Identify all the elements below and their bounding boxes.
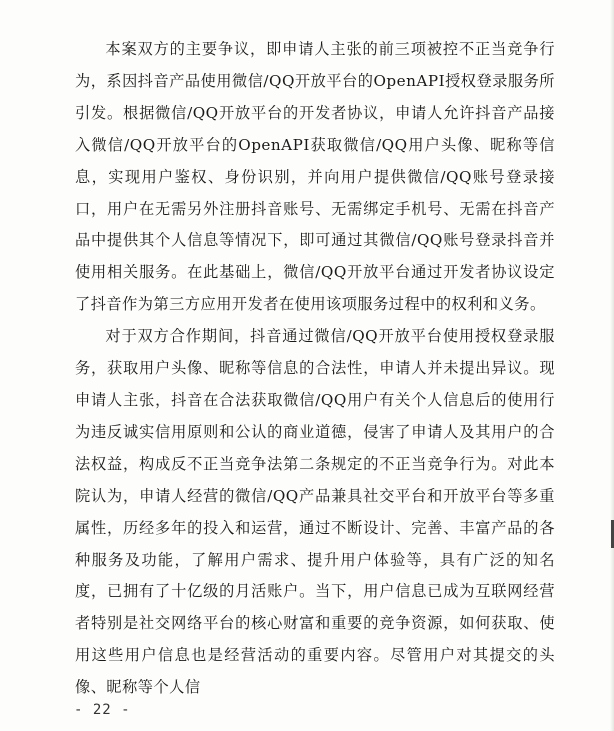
body-text — [75, 34, 555, 704]
page-edge-shadow — [610, 0, 614, 731]
paragraph-1: 本案双方的主要争议，即申请人主张的前三项被控不正当竞争行为，系因抖音产品使用微信/QQ开放平台的OpenAPI授权登录服务所引发。根据微信/QQ开放平台的开发者协议，申请人允许抖音产品接入微信/QQ开放平台的OpenAPI获取微信/QQ用户头像、昵称等信息，实现用户鉴权、身份识别，并向用户提供微信/QQ账号登录接口，用户在无需另外注册抖音账号、无需绑定手机号、无需在抖音产品中提供其个人信息等情况下，即可通过其微信/QQ账号登录抖音并使用相关服务。在此基础上，微信/QQ开放平台通过开发者协议设定了抖音作为第三方应用开发者在使用该项服务过程中的权利和义务。 — [75, 40, 555, 314]
paragraph-2: 对于双方合作期间，抖音通过微信/QQ开放平台使用授权登录服务，获取用户头像、昵称等信息的合法性，申请人并未提出异议。现申请人主张，抖音在合法获取微信/QQ用户有关个人信息后的使用行为违反诚实信用原则和公认的商业道德，侵害了申请人及其用户的合法权益，构成反不正当竞争法第二条规定的不正当竞争行为。对此本院认为，申请人经营的微信/QQ产品兼具社交平台和开放平台等多重属性，历经多年的投入和运营，通过不断设计、完善、丰富产品的各种服务及功能，了解用户需求、提升用户体验等，具有广泛的知名度，已拥有了十亿级的月活账户。当下，用户信息已成为互联网经营者特别是社交网络平台的核心财富和重要的竞争资源，如何获取、使用这些用户信息也是经营活动的重要内容。尽管用户对其提交的头像、昵称等个人信 — [75, 327, 555, 697]
page-number: - 22 - — [74, 702, 131, 718]
